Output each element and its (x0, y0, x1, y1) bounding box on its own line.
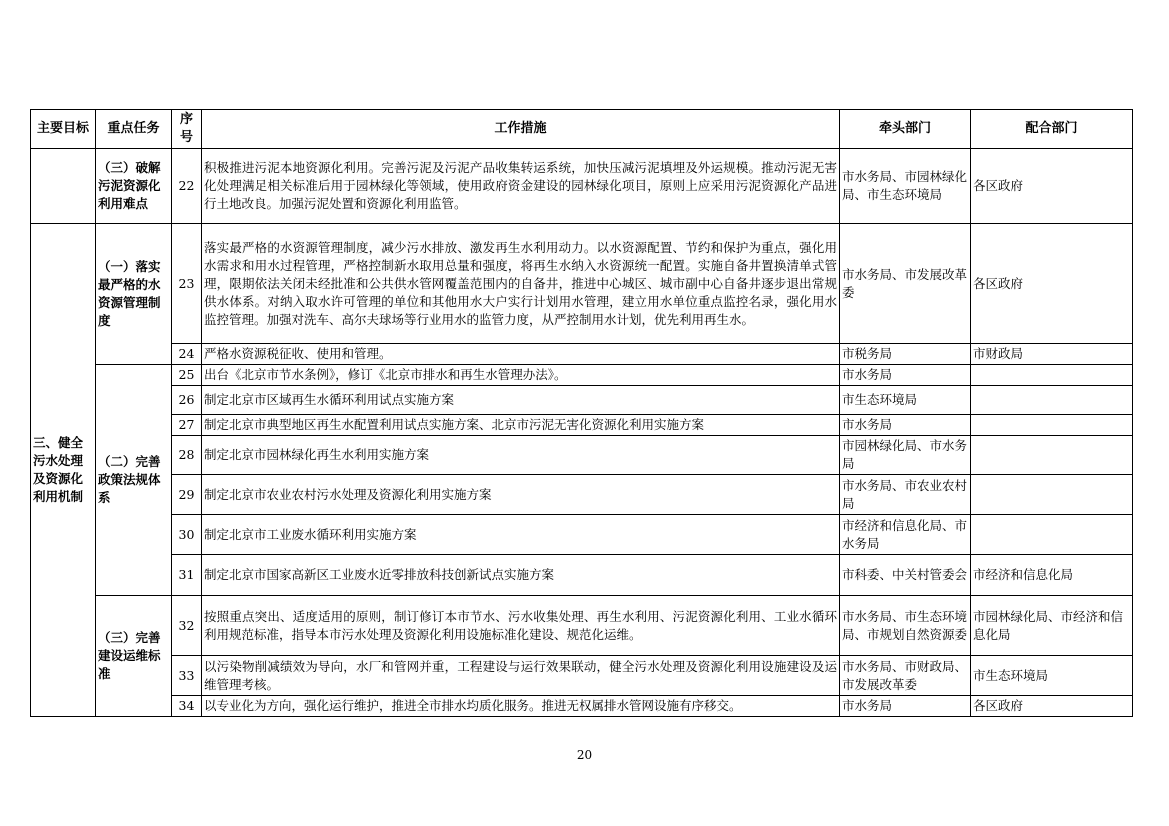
row-coop-dept: 各区政府 (971, 149, 1133, 224)
task-cell-standards: （三）完善建设运维标准 (96, 596, 172, 717)
task-cell-sludge: （三）破解污泥资源化利用难点 (96, 149, 172, 224)
header-measure: 工作措施 (202, 110, 840, 149)
row-lead-dept: 市水务局 (840, 415, 971, 436)
row-coop-dept (971, 475, 1133, 515)
row-lead-dept: 市水务局 (840, 365, 971, 386)
table-row (31, 696, 1133, 717)
row-measure: 积极推进污泥本地资源化利用。完善污泥及污泥产品收集转运系统，加快压减污泥填埋及外运规模。推动污泥无害化处理满足相关标准后用于园林绿化等领域，使用政府资金建设的园林绿化项目，原则上应采用污泥资源化产品进行土地改良。加强污泥处置和资源化利用监管。 (202, 149, 840, 224)
header-lead-dept: 牵头部门 (840, 110, 971, 149)
row-lead-dept: 市水务局 (840, 696, 971, 717)
table-row (31, 475, 1133, 515)
row-coop-dept: 市经济和信息化局 (971, 555, 1133, 596)
row-number: 26 (172, 386, 202, 415)
row-lead-dept: 市经济和信息化局、市水务局 (840, 515, 971, 555)
row-number: 23 (172, 224, 202, 344)
row-coop-dept (971, 415, 1133, 436)
table-row (31, 149, 1133, 224)
page-number: 20 (576, 748, 593, 762)
row-number: 31 (172, 555, 202, 596)
table-row (31, 555, 1133, 596)
task-cell-water-mgmt: （一）落实最严格的水资源管理制度 (96, 224, 172, 365)
row-lead-dept: 市水务局、市财政局、市发展改革委 (840, 656, 971, 696)
header-coop-dept: 配合部门 (971, 110, 1133, 149)
row-number: 33 (172, 656, 202, 696)
row-number: 34 (172, 696, 202, 717)
row-number: 22 (172, 149, 202, 224)
row-coop-dept (971, 436, 1133, 475)
table-row (31, 656, 1133, 696)
goal-cell-empty (31, 149, 96, 224)
row-number: 24 (172, 344, 202, 365)
row-number: 32 (172, 596, 202, 656)
table-row (31, 365, 1133, 386)
row-number: 30 (172, 515, 202, 555)
table-row (31, 386, 1133, 415)
row-number: 28 (172, 436, 202, 475)
row-measure: 以污染物削减绩效为导向，水厂和管网并重，工程建设与运行效果联动，健全污水处理及资源化利用设施建设及运维管理考核。 (202, 656, 840, 696)
goal-cell-3: 三、健全污水处理及资源化利用机制 (31, 224, 96, 717)
row-measure: 制定北京市典型地区再生水配置利用试点实施方案、北京市污泥无害化资源化利用实施方案 (202, 415, 840, 436)
table-row (31, 224, 1133, 344)
row-lead-dept: 市科委、中关村管委会 (840, 555, 971, 596)
row-measure: 落实最严格的水资源管理制度，减少污水排放、激发再生水利用动力。以水资源配置、节约和保护为重点，强化用水需求和用水过程管理，严格控制新水取用总量和强度，将再生水纳入水资源统一配置。实施自备井置换清单式管理，限期依法关闭未经批准和公共供水管网覆盖范围内的自备井，推进中心城区、城市副中心自备井逐步退出常规供水体系。对纳入取水许可管理的单位和其他用水大户实行计划用水管理，建立用水单位重点监控名录，强化用水监控管理。加强对洗车、高尔夫球场等行业用水的监管力度，从严控制用水计划，优先利用再生水。 (202, 224, 840, 344)
table-row (31, 344, 1133, 365)
row-lead-dept: 市水务局、市农业农村局 (840, 475, 971, 515)
row-coop-dept (971, 386, 1133, 415)
row-coop-dept (971, 515, 1133, 555)
header-goal: 主要目标 (31, 110, 96, 149)
row-coop-dept: 市财政局 (971, 344, 1133, 365)
row-lead-dept: 市生态环境局 (840, 386, 971, 415)
row-coop-dept: 市园林绿化局、市经济和信息化局 (971, 596, 1133, 656)
row-number: 27 (172, 415, 202, 436)
row-lead-dept: 市水务局、市生态环境局、市规划自然资源委 (840, 596, 971, 656)
row-measure: 制定北京市国家高新区工业废水近零排放科技创新试点实施方案 (202, 555, 840, 596)
row-measure: 按照重点突出、适度适用的原则，制订修订本市节水、污水收集处理、再生水利用、污泥资源化利用、工业水循环利用规范标准，指导本市污水处理及资源化利用设施标准化建设、规范化运维。 (202, 596, 840, 656)
table-row (31, 415, 1133, 436)
row-lead-dept: 市水务局、市园林绿化局、市生态环境局 (840, 149, 971, 224)
row-measure: 严格水资源税征收、使用和管理。 (202, 344, 840, 365)
row-number: 29 (172, 475, 202, 515)
header-row (31, 110, 1133, 149)
measures-table (30, 109, 1133, 717)
row-measure: 制定北京市园林绿化再生水利用实施方案 (202, 436, 840, 475)
header-number: 序号 (172, 110, 202, 149)
row-measure: 出台《北京市节水条例》，修订《北京市排水和再生水管理办法》。 (202, 365, 840, 386)
row-measure: 制定北京市区域再生水循环利用试点实施方案 (202, 386, 840, 415)
table-row (31, 596, 1133, 656)
row-lead-dept: 市园林绿化局、市水务局 (840, 436, 971, 475)
row-measure: 以专业化为方向，强化运行维护，推进全市排水均质化服务。推进无权属排水管网设施有序移交。 (202, 696, 840, 717)
table-row (31, 515, 1133, 555)
row-coop-dept: 各区政府 (971, 696, 1133, 717)
row-lead-dept: 市水务局、市发展改革委 (840, 224, 971, 344)
row-lead-dept: 市税务局 (840, 344, 971, 365)
row-measure: 制定北京市农业农村污水处理及资源化利用实施方案 (202, 475, 840, 515)
header-task: 重点任务 (96, 110, 172, 149)
row-coop-dept: 各区政府 (971, 224, 1133, 344)
table-row (31, 436, 1133, 475)
row-coop-dept: 市生态环境局 (971, 656, 1133, 696)
row-number: 25 (172, 365, 202, 386)
task-cell-policy: （二）完善政策法规体系 (96, 365, 172, 596)
row-measure: 制定北京市工业废水循环利用实施方案 (202, 515, 840, 555)
row-coop-dept (971, 365, 1133, 386)
